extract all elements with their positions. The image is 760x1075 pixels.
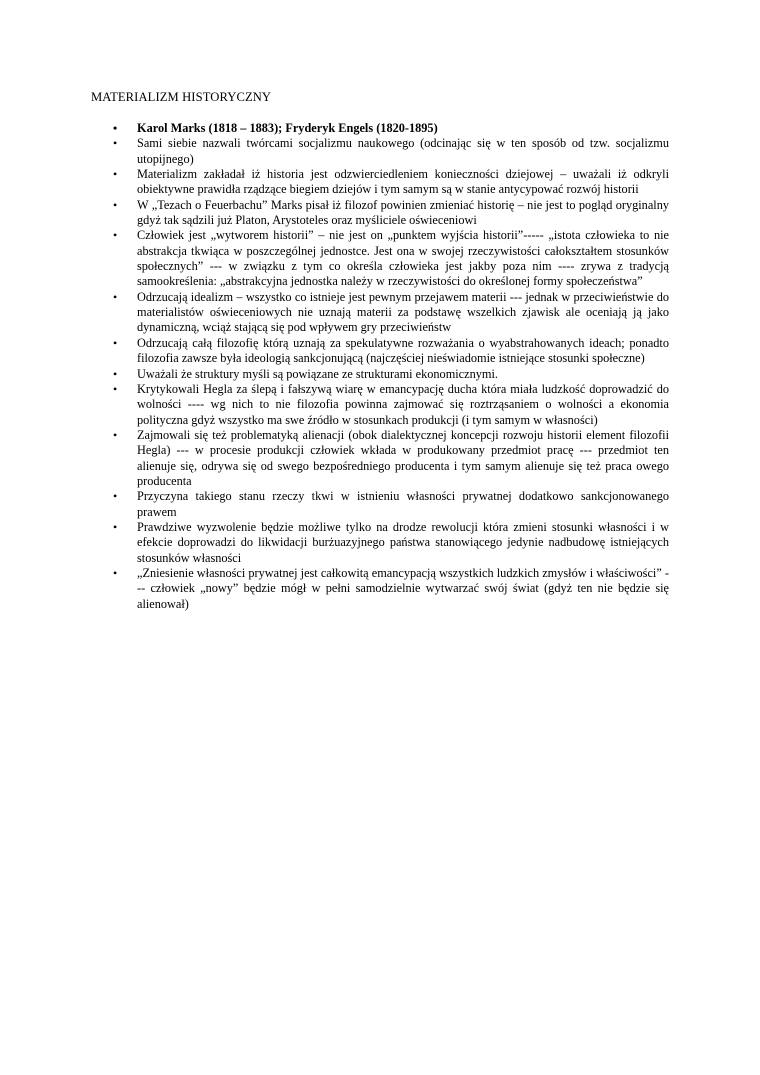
- list-item-text: Krytykowali Hegla za ślepą i fałszywą wiarę w emancypację ducha która miała ludzkość doprowadzić do wolności ---- wg nich to nie filozofia powinna zajmować się roztrząsaniem o wolności a ekonomia polityczna gdyż wszystko ma swe źródło w stosunkach produkcji (i tym samym w własności): [137, 381, 669, 427]
- page-title: MATERIALIZM HISTORYCZNY: [91, 90, 272, 104]
- list-item-text: Materializm zakładał iż historia jest odzwierciedleniem konieczności dziejowej – uważali iż odkryli obiektywne prawidła rządzące biegiem dziejów i tym samym są w stanie antycypować rozwój historii: [137, 167, 669, 197]
- list-item: [91, 382, 669, 428]
- list-item-text: Odrzucają całą filozofię którą uznają za spekulatywne rozważania o wyabstrahowanych ideach; ponadto filozofia zawsze była ideologią sankcjonującą (najczęściej nieświadomie istniejące stosunki społeczne): [137, 335, 669, 366]
- list-item-text: Odrzucają idealizm – wszystko co istnieje jest pewnym przejawem materii --- jednak w przeciwieństwie do materialistów oświeceniowych nie uznają materii za podstawę wszelkich zjawisk ale oceniają ją jako dynamiczną, wciąż stającą się pod wpływem gry przeciwieństw: [137, 289, 669, 335]
- bullet-icon: •: [113, 427, 118, 442]
- bullet-icon: •: [113, 565, 118, 580]
- list-item-text: Zajmowali się też problematyką alienacji (obok dialektycznej koncepcji rozwoju historii element filozofii Hegla) --- w procesie produkcji człowiek wkłada w produkowany przedmiot pracę --- przedmiot ten alienuje się, odrywa się od swego bezpośredniego producenta i tym samym alienuje się też praca owego producenta: [137, 427, 669, 488]
- bullet-icon: •: [113, 366, 118, 381]
- list-item: [91, 428, 669, 489]
- list-item: [91, 228, 669, 289]
- list-item: [91, 520, 669, 566]
- list-item-text: Uważali że struktury myśli są powiązane ze strukturami ekonomicznymi.: [137, 366, 498, 381]
- bullet-icon: •: [113, 121, 118, 135]
- bullet-icon: •: [113, 489, 118, 504]
- list-item-text: Sami siebie nazwali twórcami socjalizmu naukowego (odcinając się w ten sposób od tzw. socjalizmu utopijnego): [137, 136, 669, 166]
- list-item: [91, 121, 669, 136]
- bullet-icon: •: [113, 519, 118, 534]
- list-item-text: „Zniesienie własności prywatnej jest całkowitą emancypacją wszystkich ludzkich zmysłów i właściwości” --- człowiek „nowy” będzie mógł w pełni samodzielnie wytwarzać swój świat (gdyż ten nie będzie się alienował): [137, 565, 669, 611]
- list-item-text: Przyczyna takiego stanu rzeczy tkwi w istnieniu własności prywatnej dodatkowo sankcjonowanego prawem: [137, 489, 669, 519]
- bullet-icon: •: [113, 167, 118, 182]
- bullet-icon: •: [113, 289, 118, 304]
- bullet-icon: •: [113, 136, 118, 151]
- list-item: [91, 136, 669, 167]
- bullet-icon: •: [113, 228, 118, 243]
- list-item: [91, 290, 669, 336]
- list-item-text: Karol Marks (1818 – 1883); Fryderyk Engels (1820-1895): [137, 121, 438, 135]
- list-item-text: W „Tezach o Feuerbachu” Marks pisał iż filozof powinien zmieniać historię – nie jest to pogląd oryginalny gdyż tak sądzili już Platon, Arystoteles oraz myśliciele oświeceniowi: [137, 197, 669, 228]
- bullet-icon: •: [113, 197, 118, 212]
- list-item: [91, 367, 669, 382]
- list-item: [91, 198, 669, 229]
- list-item: [91, 167, 669, 198]
- list-item: [91, 489, 669, 520]
- bullet-icon: •: [113, 381, 118, 396]
- bullet-icon: •: [113, 335, 118, 350]
- bullet-list: [91, 121, 669, 612]
- list-item-text: Prawdziwe wyzwolenie będzie możliwe tylko na drodze rewolucji która zmieni stosunki własności i w efekcie doprowadzi do likwidacji burżuazyjnego państwa stanowiącego jedynie nadbudowę istniejących stosunków własności: [137, 519, 669, 565]
- list-item-text: Człowiek jest „wytworem historii” – nie jest on „punktem wyjścia historii”----- „istota człowieka to nie abstrakcja tkwiąca w poszczególnej jednostce. Jest ona w swojej rzeczywistości całokształtem stosunków społecznych” --- w związku z tym co określa człowieka jest jakby poza nim ---- zrywa z tradycją samookreślenia: „abstrakcyjna jednostka należy w rzeczywistości do określonej formy społeczeństwa”: [137, 228, 669, 289]
- list-item: [91, 566, 669, 612]
- list-item: [91, 336, 669, 367]
